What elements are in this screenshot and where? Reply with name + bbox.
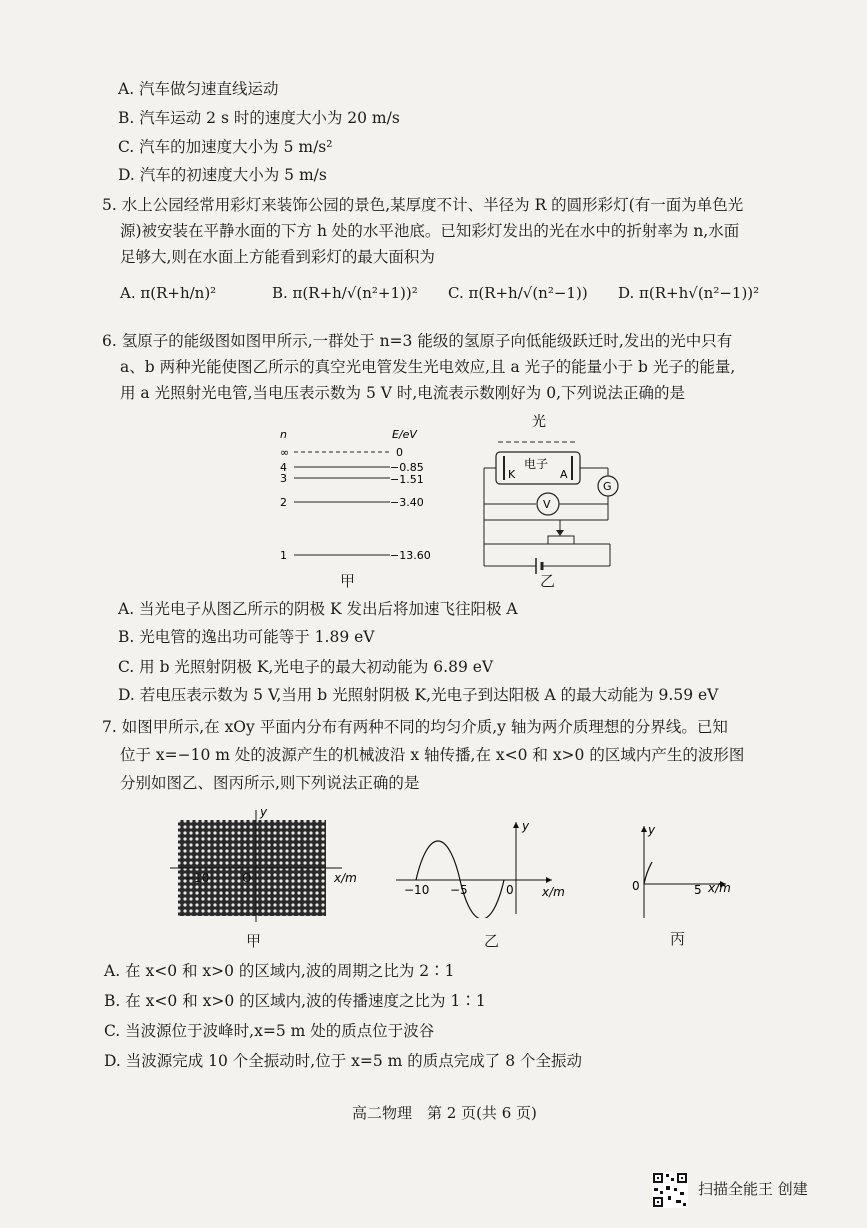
q4-option-c: C. 汽车的加速度大小为 5 m/s² [118,138,333,156]
bing-tick-0: 0 [632,879,640,893]
bing-y-label: y [648,823,656,837]
q7-stem-3: 分别如图乙、图丙所示,则下列说法正确的是 [120,774,420,792]
fig-yi-label-q6: 乙 [540,572,556,590]
q4-option-d: D. 汽车的初速度大小为 5 m/s [118,166,327,184]
q5-stem-3: 足够大,则在水面上方能看到彩灯的最大面积为 [120,248,435,266]
yi-tick-neg5: −5 [450,883,468,897]
bing-x-label: x/m [708,881,731,895]
q4-option-b: B. 汽车运动 2 s 时的速度大小为 20 m/s [118,109,400,127]
yi-tick-neg10: −10 [404,883,430,897]
bing-tick-5: 5 [694,883,702,897]
q7-stem-2: 位于 x=−10 m 处的波源产生的机械波沿 x 轴传播,在 x<0 和 x>0 的区域内产生的波形图 [120,746,745,764]
q7-option-d: D. 当波源完成 10 个全振动时,位于 x=5 m 的质点完成了 8 个全振动 [104,1052,583,1070]
level-e-inf: 0 [396,446,403,459]
yi-x-label: x/m [542,885,565,899]
voltmeter-label: V [543,498,551,511]
q7-fig-bing [628,822,738,922]
q5-stem-1: 5. 水上公园经常用彩灯来装饰公园的景色,某厚度不计、半径为 R 的圆形彩灯(有一面为单色光 [102,196,744,214]
level-n-4: 4 [280,461,287,474]
yi-y-label: y [522,819,530,833]
jia-origin: O [242,871,252,885]
q6-stem-2: a、b 两种光能使图乙所示的真空光电管发生光电效应,且 a 光子的能量小于 b 光子的能量, [120,358,736,376]
q5-option-b: B. π(R+h/√(n²+1))² [272,284,418,302]
fig-jia-label-q6: 甲 [340,572,356,590]
level-n-2: 2 [280,496,287,509]
page-footer: 高二物理 第 2 页(共 6 页) [352,1104,537,1122]
galvanometer-label: G [603,480,612,493]
energy-header-e: E/eV [392,428,417,441]
qr-code-icon [652,1172,688,1208]
q7-option-c: C. 当波源位于波峰时,x=5 m 处的质点位于波谷 [104,1022,435,1040]
q5-option-d: D. π(R+h√(n²−1))² [618,284,760,302]
jia-x-label: x/m [334,871,357,885]
jia-tick-10: −10 [184,871,210,885]
fig-jia-label-q7: 甲 [246,932,262,950]
q6-option-b: B. 光电管的逸出功可能等于 1.89 eV [118,628,375,646]
jia-y-label: y [260,806,268,819]
electron-label: 电子 [524,457,549,471]
q5-stem-2: 源)被安装在平静水面的下方 h 处的水平池底。已知彩灯发出的光在水中的折射率为 n,水面 [120,222,740,240]
level-n-3: 3 [280,472,287,485]
energy-header-n: n [280,428,287,441]
phototube-circuit [468,406,633,576]
watermark-text: 扫描全能王 创建 [698,1180,808,1198]
cathode-k-label: K [508,468,516,481]
q7-option-b: B. 在 x<0 和 x>0 的区域内,波的传播速度之比为 1∶1 [104,992,486,1010]
fig-bing-label-q7: 丙 [670,930,686,948]
level-e-4: −0.85 [390,461,424,474]
q6-stem-1: 6. 氢原子的能级图如图甲所示,一群处于 n=3 能级的氢原子向低能级跃迁时,发出的光中只有 [102,332,733,350]
q7-option-a: A. 在 x<0 和 x>0 的区域内,波的周期之比为 2∶1 [104,962,455,980]
energy-level-diagram [272,420,432,590]
level-n-1: 1 [280,549,287,562]
yi-tick-0: 0 [506,883,514,897]
q6-stem-3: 用 a 光照射光电管,当电压表示数为 5 V 时,电流表示数刚好为 0,下列说法正确的是 [120,384,686,402]
q5-option-c: C. π(R+h/√(n²−1)) [448,284,588,302]
q7-stem-1: 7. 如图甲所示,在 xOy 平面内分布有两种不同的均匀介质,y 轴为两介质理想的分界线。已知 [102,718,728,736]
anode-a-label: A [560,468,568,481]
q7-fig-yi [392,818,572,918]
q6-option-c: C. 用 b 光照射阴极 K,光电子的最大初动能为 6.89 eV [118,658,494,676]
level-e-1: −13.60 [390,549,431,562]
q5-option-a: A. π(R+h/n)² [120,284,217,302]
q6-option-a: A. 当光电子从图乙所示的阴极 K 发出后将加速飞往阳极 A [118,600,518,618]
level-e-3: −1.51 [390,473,424,486]
q6-option-d: D. 若电压表示数为 5 V,当用 b 光照射阴极 K,光电子到达阳极 A 的最大动能为 9.59 eV [118,686,719,704]
level-e-2: −3.40 [390,496,424,509]
q7-fig-jia [170,806,370,926]
q4-option-a: A. 汽车做匀速直线运动 [118,80,279,98]
level-n-inf: ∞ [280,446,290,459]
fig-yi-label-q7: 乙 [484,932,500,950]
light-label: 光 [532,414,546,430]
